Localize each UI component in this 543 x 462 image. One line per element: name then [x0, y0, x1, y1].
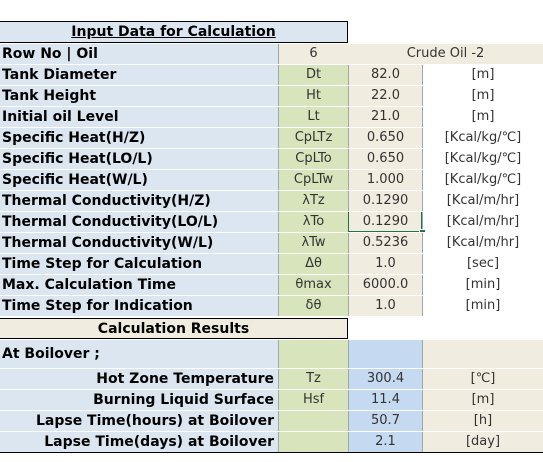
value-cell[interactable]: 1.0	[348, 295, 422, 316]
value-cell[interactable]: 0.650	[348, 127, 422, 148]
table-row	[0, 169, 543, 190]
symbol-cell: CpLTw	[278, 169, 348, 190]
result-row	[0, 431, 543, 452]
table-row	[0, 232, 543, 253]
result-label: Hot Zone Temperature	[0, 368, 278, 389]
value-cell	[348, 339, 422, 368]
symbol-cell: λTz	[278, 190, 348, 211]
result-value-cell: 300.4	[348, 368, 422, 389]
result-value-cell: 11.4	[348, 389, 422, 410]
result-row	[0, 389, 543, 410]
unit-cell: [℃]	[422, 368, 543, 389]
value-cell[interactable]: 1.0	[348, 253, 422, 274]
unit-cell: [sec]	[422, 253, 543, 274]
row-label: Time Step for Indication	[0, 295, 278, 316]
result-label: Lapse Time(hours) at Boilover	[0, 410, 278, 431]
symbol-cell: Tz	[278, 368, 348, 389]
unit-cell: [m]	[422, 85, 543, 106]
unit-cell: [day]	[422, 431, 543, 452]
result-label: Burning Liquid Surface	[0, 389, 278, 410]
unit-cell: [h]	[422, 410, 543, 431]
unit-cell: [m]	[422, 389, 543, 410]
symbol-cell: Lt	[278, 106, 348, 127]
table-row	[0, 274, 543, 295]
symbol-cell: Hsf	[278, 389, 348, 410]
boilover-row	[0, 339, 543, 368]
row-number-cell[interactable]: 6	[278, 43, 348, 64]
unit-cell	[422, 339, 543, 368]
table-row	[0, 106, 543, 127]
symbol-cell	[278, 410, 348, 431]
row-label: Tank Diameter	[0, 64, 278, 85]
value-cell[interactable]: 22.0	[348, 85, 422, 106]
value-cell[interactable]: 0.5236	[348, 232, 422, 253]
unit-cell: [m]	[422, 106, 543, 127]
table-row	[0, 190, 543, 211]
table-row	[0, 85, 543, 106]
unit-cell: [Kcal/m/hr]	[422, 211, 543, 232]
table-row	[0, 253, 543, 274]
value-cell[interactable]: 21.0	[348, 106, 422, 127]
value-cell[interactable]: 1.000	[348, 169, 422, 190]
symbol-cell: λTw	[278, 232, 348, 253]
table-row	[0, 148, 543, 169]
symbol-cell	[278, 431, 348, 452]
symbol-cell: θmax	[278, 274, 348, 295]
result-label: Lapse Time(days) at Boilover	[0, 431, 278, 452]
row-label: Initial oil Level	[0, 106, 278, 127]
selected-value-cell[interactable]: 0.1290	[348, 211, 422, 232]
symbol-cell	[278, 339, 348, 368]
result-value-cell: 50.7	[348, 410, 422, 431]
value-cell[interactable]: 6000.0	[348, 274, 422, 295]
unit-cell: [Kcal/m/hr]	[422, 190, 543, 211]
boilover-label: At Boilover ;	[0, 339, 278, 368]
table-row	[0, 64, 543, 85]
symbol-cell: CpLTz	[278, 127, 348, 148]
row-label: Thermal Conductivity(LO/L)	[0, 211, 278, 232]
unit-cell: [Kcal/kg/℃]	[422, 148, 543, 169]
row-label: Time Step for Calculation	[0, 253, 278, 274]
row-label: Specific Heat(H/Z)	[0, 127, 278, 148]
unit-cell: [Kcal/kg/℃]	[422, 169, 543, 190]
symbol-cell: δθ	[278, 295, 348, 316]
calculation-results-header	[0, 318, 348, 339]
row-label: Row No | Oil	[0, 43, 278, 64]
row-label: Max. Calculation Time	[0, 274, 278, 295]
input-data-title: Input Data for Calculation	[71, 24, 276, 40]
calculation-results-title: Calculation Results	[97, 320, 250, 337]
value-cell[interactable]: 0.1290	[348, 190, 422, 211]
value-cell[interactable]: 0.650	[348, 148, 422, 169]
result-value-cell: 2.1	[348, 431, 422, 452]
symbol-cell: Δθ	[278, 253, 348, 274]
symbol-cell: Dt	[278, 64, 348, 85]
table-row	[0, 127, 543, 148]
symbol-cell: Ht	[278, 85, 348, 106]
unit-cell: [Kcal/kg/℃]	[422, 127, 543, 148]
row-label: Thermal Conductivity(H/Z)	[0, 190, 278, 211]
row-label: Thermal Conductivity(W/L)	[0, 232, 278, 253]
row-label: Tank Height	[0, 85, 278, 106]
oil-name-cell[interactable]: Crude Oil -2	[348, 43, 543, 64]
table-row	[0, 295, 543, 316]
symbol-cell: CpLTo	[278, 148, 348, 169]
result-row	[0, 368, 543, 389]
table-row-oil	[0, 43, 543, 64]
symbol-cell: λTo	[278, 211, 348, 232]
table-row	[0, 211, 543, 232]
result-row	[0, 410, 543, 431]
row-label: Specific Heat(W/L)	[0, 169, 278, 190]
unit-cell: [Kcal/m/hr]	[422, 232, 543, 253]
unit-cell: [m]	[422, 64, 543, 85]
unit-cell: [min]	[422, 295, 543, 316]
unit-cell: [min]	[422, 274, 543, 295]
value-cell[interactable]: 82.0	[348, 64, 422, 85]
input-data-header	[0, 22, 348, 43]
row-label: Specific Heat(LO/L)	[0, 148, 278, 169]
